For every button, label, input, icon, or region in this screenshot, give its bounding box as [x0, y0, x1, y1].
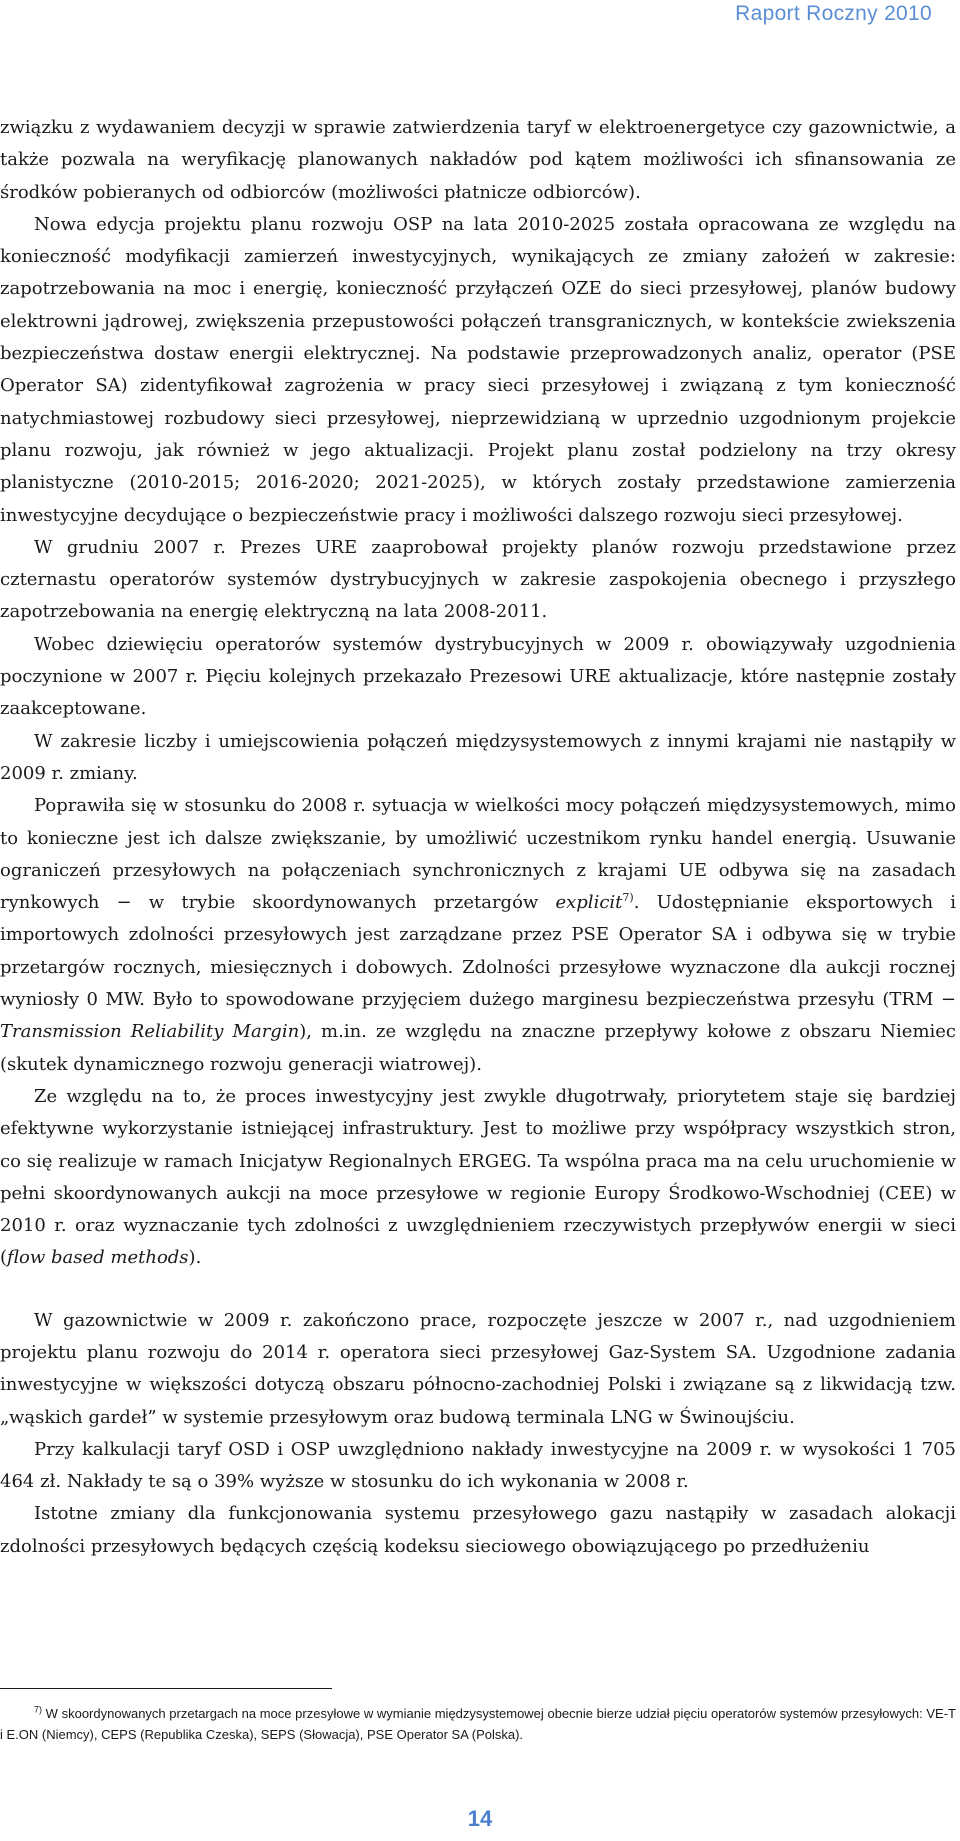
- paragraph-6-part-c: ), m.in. ze względu na znaczne przepływy kołowe z obszaru Niemiec (skutek dynamicznego rozwoju generacji wiatrowej).: [0, 1021, 957, 1075]
- paragraph-6-part-a: Poprawiła się w stosunku do 2008 r. sytuacja w wielkości mocy połączeń międzysystemowych, mimo to konieczne jest ich dalsze zwiększanie, by umożliwić uczestnikom rynku handel energią. Usuwanie ograniczeń przesyłowych na połączeniach synchronicznych z krajami UE odbywa się na zasadach rynkowych − w trybie skoordynowanych przetargów: [0, 795, 956, 914]
- footnote-reference[interactable]: 7): [622, 891, 634, 905]
- paragraph-6-emphasis-a: explicit: [555, 892, 623, 914]
- paragraph-7-part-a: Ze względu na to, że proces inwestycyjny jest zwykle długotrwały, priorytetem staje się bardziej efektywne wykorzystanie istniejącej infrastruktury. Jest to możliwe przy współpracy wszystkich stron, co się realizuje w ramach Inicjatyw Regionalnych ERGEG. Ta wspólna praca ma na celu uruchomienie w pełni skoordynowanych aukcji na moce przesyłowe w regionie Europy Środkowo-Wschodniej (CEE) w 2010 r. oraz wyznaczanie tych zdolności z uwzględnieniem rzeczywistych przepływów energii w sieci (: [0, 1085, 956, 1269]
- paragraph-7-part-b: ).: [188, 1247, 202, 1269]
- page-number: 14: [467, 1806, 493, 1831]
- paragraph-8: W gazownictwie w 2009 r. zakończono prace, rozpoczęte jeszcze w 2007 r., nad uzgodnieniem projektu planu rozwoju do 2014 r. operatora sieci przesyłowej Gaz-System SA. Uzgodnione zadania inwestycyjne w większości dotyczą obszaru północno-zachodniej Polski i związane są z likwidacją tzw. „wąskich gardeł” w systemie przesyłowym oraz budową terminala LNG w Świnoujściu.: [0, 1309, 956, 1428]
- paragraph-7-emphasis: flow based methods: [7, 1247, 189, 1269]
- paragraph-2: Nowa edycja projektu planu rozwoju OSP na lata 2010-2025 została opracowana ze względu na konieczność modyfikacji zamierzeń inwestycyjnych, wynikających ze zmiany założeń w zakresie: zapotrzebowania na moc i energię, konieczność przyłączeń OZE do sieci przesyłowej, planów budowy elektrowni jądrowej, zwiększenia przepustowości połączeń transgranicznych, w kontekście zwiekszenia bezpieczeństwa dostaw energii elektrycznej. Na podstawie przeprowadzonych analiz, operator (PSE Operator SA) zidentyfikował zagrożenia w pracy sieci przesyłowej i związaną z tym konieczność natychmiastowej rozbudowy sieci przesyłowej, nieprzewidzianą w uprzednio uzgodnionym projekcie planu rozwoju, jak również w jego aktualizacji. Projekt planu został podzielony na trzy okresy planistyczne (2010-2015; 2016-2020; 2021-2025), w których zostały przedstawione zamierzenia inwestycyjne decydujące o bezpieczeństwie pracy i możliwości dalszego rozwoju sieci przesyłowej.: [0, 213, 956, 526]
- paragraph-4: Wobec dziewięciu operatorów systemów dystrybucyjnych w 2009 r. obowiązywały uzgodnienia poczynione w 2007 r. Pięciu kolejnych przekazało Prezesowi URE aktualizacje, które następnie zostały zaakceptowane.: [0, 633, 956, 720]
- footnote-divider: [0, 1688, 332, 1689]
- paragraph-5: W zakresie liczby i umiejscowienia połączeń międzysystemowych z innymi krajami nie nastąpiły w 2009 r. zmiany.: [0, 730, 956, 784]
- footnote: [0, 1703, 956, 1745]
- footnote-text: W skoordynowanych przetargach na moce przesyłowe w wymianie międzysystemowej obecnie bierze udział pięciu operatorów systemów przesyłowych: VE-T i E.ON (Niemcy), CEPS (Republika Czeska), SEPS (Słowacja), PSE Operator SA (Polska).: [0, 1706, 956, 1742]
- body-text: [0, 112, 960, 1563]
- paragraph-7: [0, 1081, 956, 1275]
- paragraph-6-part-b: . Udostępnianie eksportowych i importowych zdolności przesyłowych jest zarządzane przez PSE Operator SA i odbywa się w trybie przetargów rocznych, miesięcznych i dobowych. Zdolności przesyłowe wyznaczone dla aukcji rocznej wyniosły 0 MW. Było to spowodowane przyjęciem dużego marginesu bezpieczeństwa przesyłu (TRM −: [0, 892, 957, 1011]
- paragraph-3: W grudniu 2007 r. Prezes URE zaaprobował projekty planów rozwoju przedstawione przez czternastu operatorów systemów dystrybucyjnych w zakresie zaspokojenia obecnego i przyszłego zapotrzebowania na energię elektryczną na lata 2008-2011.: [0, 536, 956, 623]
- footnote-number: 7): [34, 1704, 43, 1715]
- paragraph-6: [0, 790, 956, 1081]
- paragraph-10: Istotne zmiany dla funkcjonowania systemu przesyłowego gazu nastąpiły w zasadach alokacji zdolności przesyłowych będących częścią kodeksu sieciowego obowiązującego po przedłużeniu: [0, 1503, 956, 1557]
- paragraph-9: Przy kalkulacji taryf OSD i OSP uwzględniono nakłady inwestycyjne na 2009 r. w wysokości 1 705 464 zł. Nakłady te są o 39% wyższe w stosunku do ich wykonania w 2008 r.: [0, 1438, 956, 1493]
- section-gap: [0, 1275, 956, 1305]
- paragraph-1: związku z wydawaniem decyzji w sprawie zatwierdzenia taryf w elektroenergetyce czy gazownictwie, a także pozwala na weryfikację planowanych nakładów pod kątem możliwości ich sfinansowania ze środków pobieranych od odbiorców (możliwości płatnicze odbiorców).: [0, 117, 956, 203]
- paragraph-6-emphasis-b: Transmission Reliability Margin: [0, 1021, 300, 1043]
- report-title: Raport Roczny 2010: [735, 2, 932, 25]
- running-header: [0, 0, 960, 40]
